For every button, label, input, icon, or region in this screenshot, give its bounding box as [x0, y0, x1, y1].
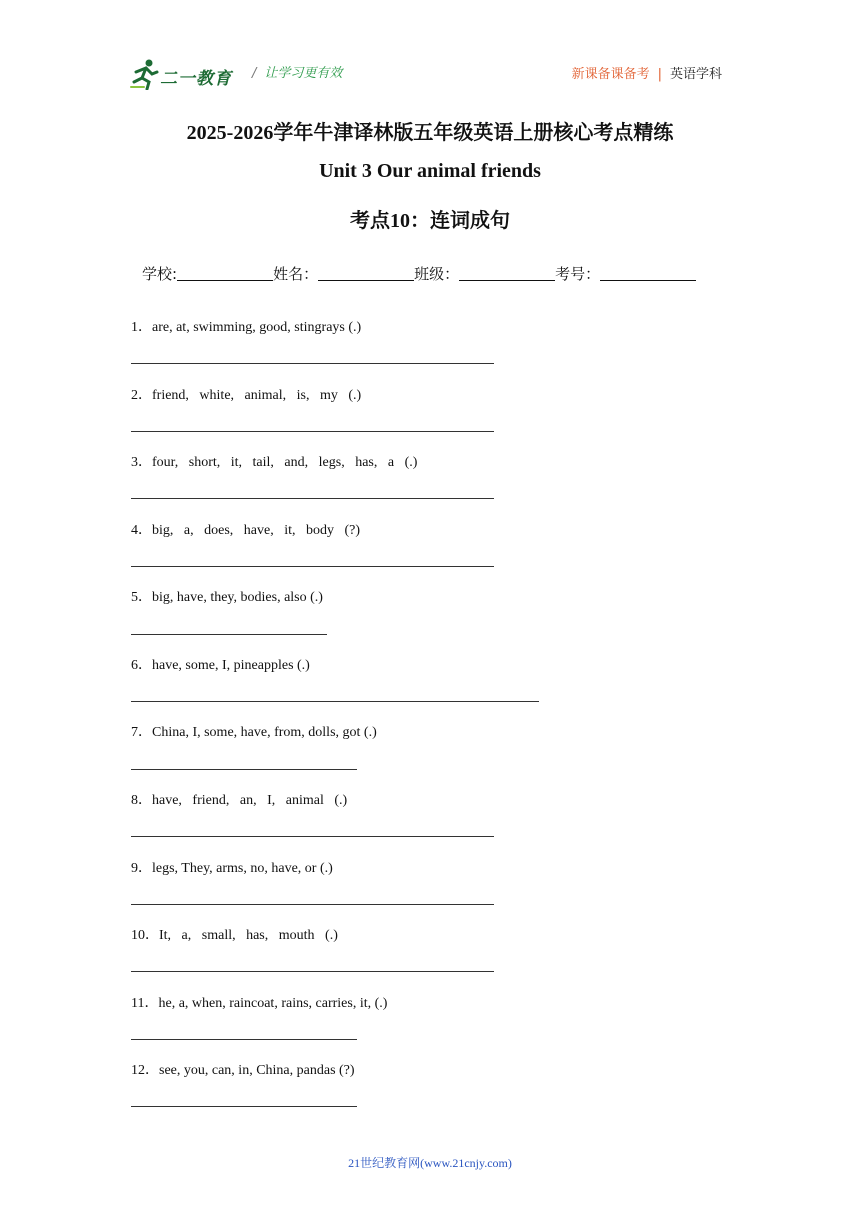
question-text: are, at, swimming, good, stingrays (.)	[152, 320, 362, 335]
brand-logo	[130, 58, 242, 90]
class-label: 班级：	[414, 265, 460, 283]
question-1	[131, 316, 361, 336]
answer-line[interactable]	[131, 431, 494, 432]
question-10	[131, 924, 338, 944]
question-3	[131, 451, 417, 471]
question-text: four, short, it, tail, and, legs, has, a (.)	[152, 455, 418, 470]
question-number: 5．	[131, 590, 152, 605]
question-number: 7．	[131, 725, 152, 740]
question-number: 1．	[131, 320, 152, 335]
subject-tag: 英语学科	[669, 67, 722, 82]
question-number: 3．	[131, 455, 152, 470]
question-text: big, a, does, have, it, body (?)	[152, 523, 361, 538]
name-label: 姓名：	[273, 265, 319, 283]
question-text: big, have, they, bodies, also (.)	[152, 590, 323, 605]
name-blank[interactable]	[318, 264, 414, 281]
slogan-text: 让学习更有效	[264, 66, 343, 81]
topic-title: 考点10：连词成句	[350, 210, 510, 232]
answer-line[interactable]	[131, 971, 494, 972]
question-text: see, you, can, in, China, pandas (?)	[159, 1063, 355, 1078]
unit-title: Unit 3 Our animal friends	[319, 160, 541, 182]
answer-line[interactable]	[131, 498, 494, 499]
question-9	[131, 857, 333, 877]
question-number: 8．	[131, 793, 152, 808]
class-blank[interactable]	[459, 264, 555, 281]
header-right-tag	[572, 63, 722, 82]
number-blank[interactable]	[600, 264, 696, 281]
answer-line[interactable]	[131, 769, 357, 770]
answer-line[interactable]	[131, 904, 494, 905]
logo-text: 二一教育	[160, 69, 232, 89]
school-label: 学校:	[142, 265, 178, 283]
question-text: It, a, small, has, mouth (.)	[159, 928, 338, 943]
runner-logo-icon	[130, 58, 160, 90]
question-number: 2．	[131, 388, 152, 403]
question-number: 4．	[131, 523, 152, 538]
page-header	[130, 50, 722, 98]
slogan	[252, 62, 342, 81]
main-title: 2025-2026学年牛津译林版五年级英语上册核心考点精练	[186, 122, 674, 144]
answer-line[interactable]	[131, 634, 327, 635]
answer-line[interactable]	[131, 1039, 357, 1040]
slogan-separator: /	[252, 66, 257, 81]
question-8	[131, 789, 347, 809]
answer-line[interactable]	[131, 701, 539, 702]
question-number: 12．	[131, 1063, 159, 1078]
question-text: legs, They, arms, no, have, or (.)	[152, 861, 333, 876]
question-4	[131, 519, 360, 539]
question-text: have, some, I, pineapples (.)	[152, 658, 310, 673]
question-number: 11．	[131, 996, 159, 1011]
question-number: 9．	[131, 861, 152, 876]
answer-line[interactable]	[131, 836, 494, 837]
school-blank[interactable]	[177, 264, 273, 281]
answer-line[interactable]	[131, 566, 494, 567]
question-text: he, a, when, raincoat, rains, carries, it, (.)	[158, 996, 388, 1011]
student-info-line	[142, 263, 696, 284]
question-7	[131, 721, 377, 741]
question-12	[131, 1059, 355, 1079]
question-number: 10．	[131, 928, 159, 943]
question-number: 6．	[131, 658, 152, 673]
question-text: have, friend, an, I, animal (.)	[152, 793, 348, 808]
question-11	[131, 992, 387, 1012]
question-5	[131, 586, 323, 606]
question-2	[131, 384, 361, 404]
answer-line[interactable]	[131, 1106, 357, 1107]
page-footer: 21世纪教育网(www.21cnjy.com)	[348, 1156, 512, 1170]
question-text: friend, white, animal, is, my (.)	[152, 388, 362, 403]
number-label: 考号：	[555, 265, 601, 283]
question-text: China, I, some, have, from, dolls, got (.)	[152, 725, 377, 740]
tag-separator: |	[657, 67, 662, 82]
course-tag: 新课备课备考	[571, 67, 650, 82]
question-6	[131, 654, 310, 674]
answer-line[interactable]	[131, 363, 494, 364]
